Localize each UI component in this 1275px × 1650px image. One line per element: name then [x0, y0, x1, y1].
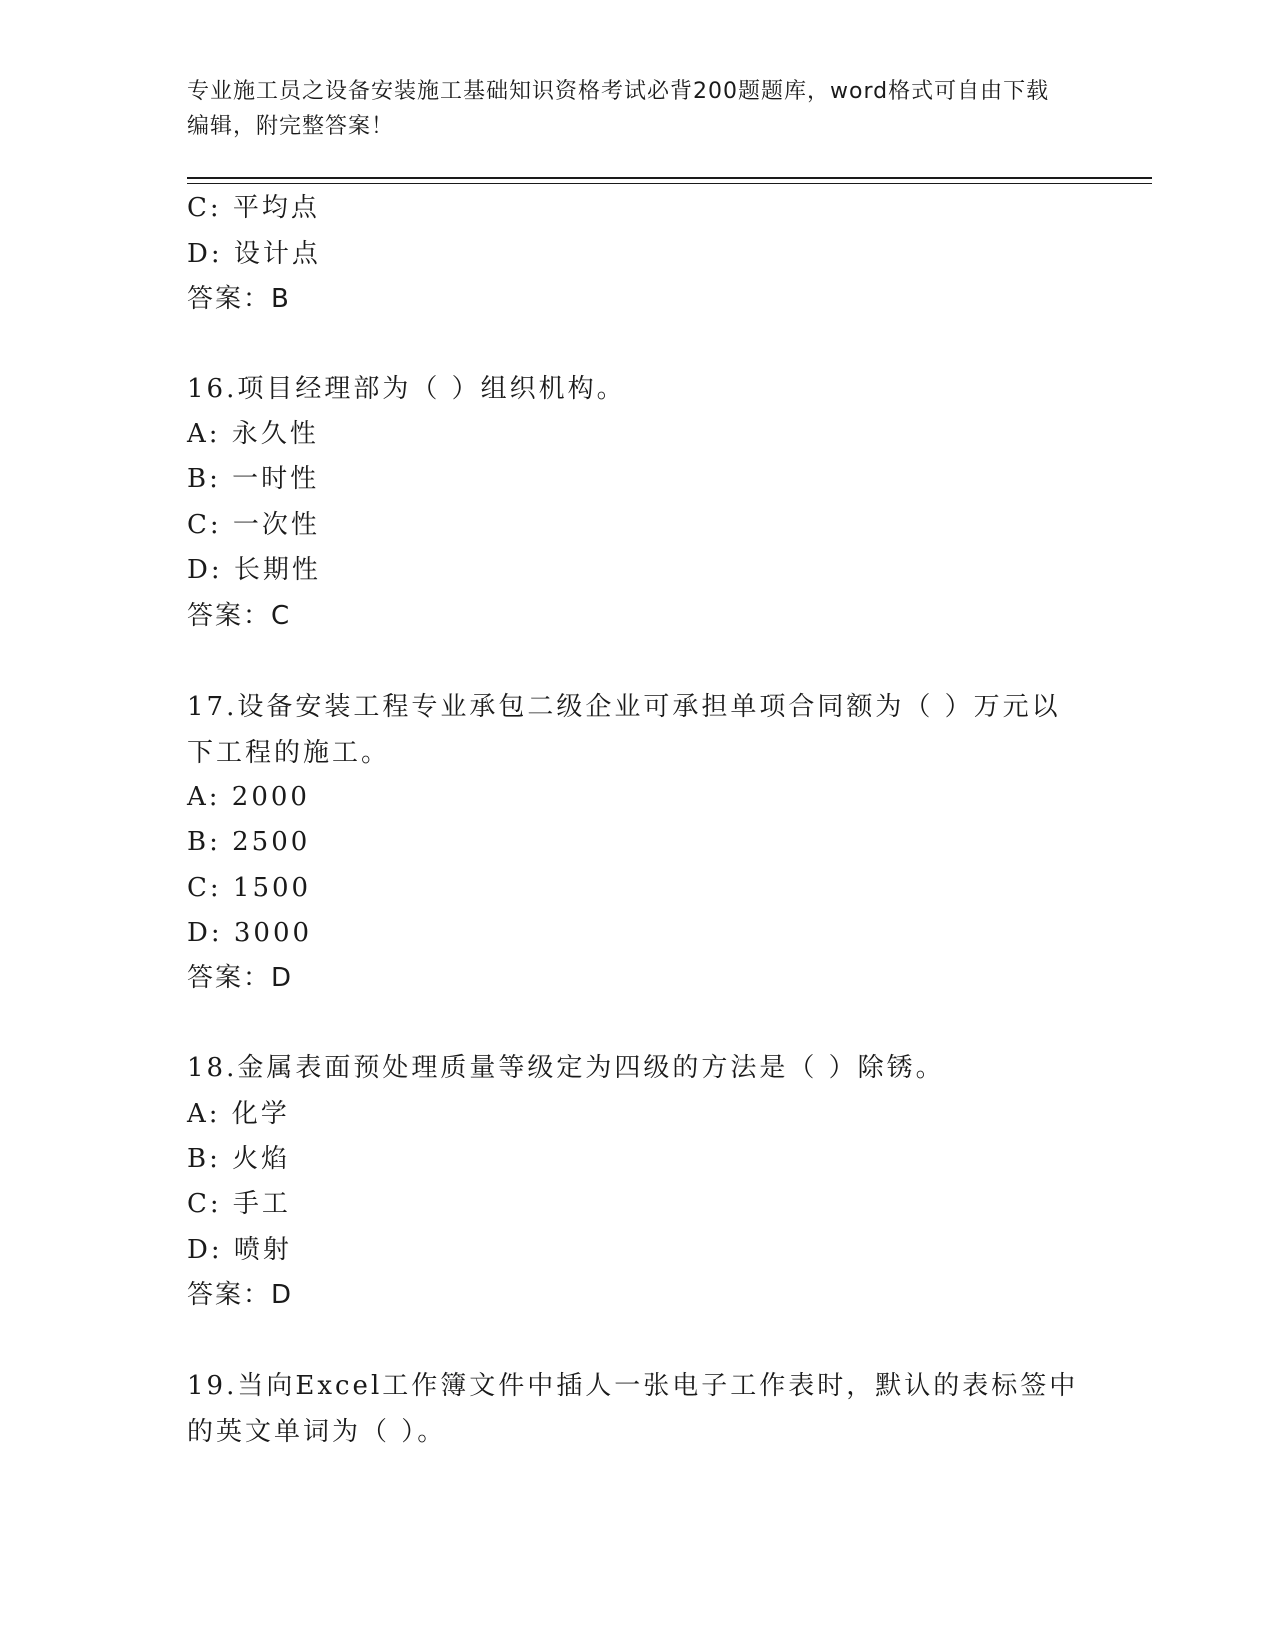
q17-option-a: A: 2000: [187, 782, 310, 812]
q15-option-d: D: 设计点: [187, 239, 321, 269]
q18-question: 18.金属表面预处理质量等级定为四级的方法是（ ）除锈。: [187, 1053, 945, 1083]
q15-answer: 答案：B: [187, 284, 291, 314]
q18-option-a: A: 化学: [187, 1099, 290, 1129]
q18-option-d: D: 喷射: [187, 1235, 292, 1265]
q17-option-b: B: 2500: [187, 827, 311, 857]
header-rule-thick: [187, 177, 1152, 179]
q16-option-a: A: 永久性: [187, 419, 319, 449]
q17-answer: 答案：D: [187, 963, 294, 993]
q19-question: 19.当向Excel工作簿文件中插人一张电子工作表时，默认的表标签中的英文单词为（ ）。: [187, 1371, 1079, 1447]
document-header: 专业施工员之设备安装施工基础知识资格考试必背200题题库，word格式可自由下载编辑，附完整答案！: [187, 79, 1050, 139]
q17-question: 17.设备安装工程专业承包二级企业可承担单项合同额为（ ）万元以下工程的施工。: [187, 692, 1061, 768]
q16-answer: 答案：C: [187, 601, 292, 631]
header-rule-thin: [187, 183, 1152, 184]
q16-option-b: B: 一时性: [187, 464, 320, 494]
q18-option-b: B: 火焰: [187, 1144, 291, 1174]
q15-option-c: C: 平均点: [187, 193, 320, 223]
q17-option-d: D: 3000: [187, 918, 313, 948]
q16-option-d: D: 长期性: [187, 555, 321, 585]
q18-answer: 答案：D: [187, 1280, 294, 1310]
q16-option-c: C: 一次性: [187, 510, 320, 540]
q16-question: 16.项目经理部为（ ）组织机构。: [187, 374, 626, 404]
q17-option-c: C: 1500: [187, 873, 312, 903]
q18-option-c: C: 手工: [187, 1189, 291, 1219]
